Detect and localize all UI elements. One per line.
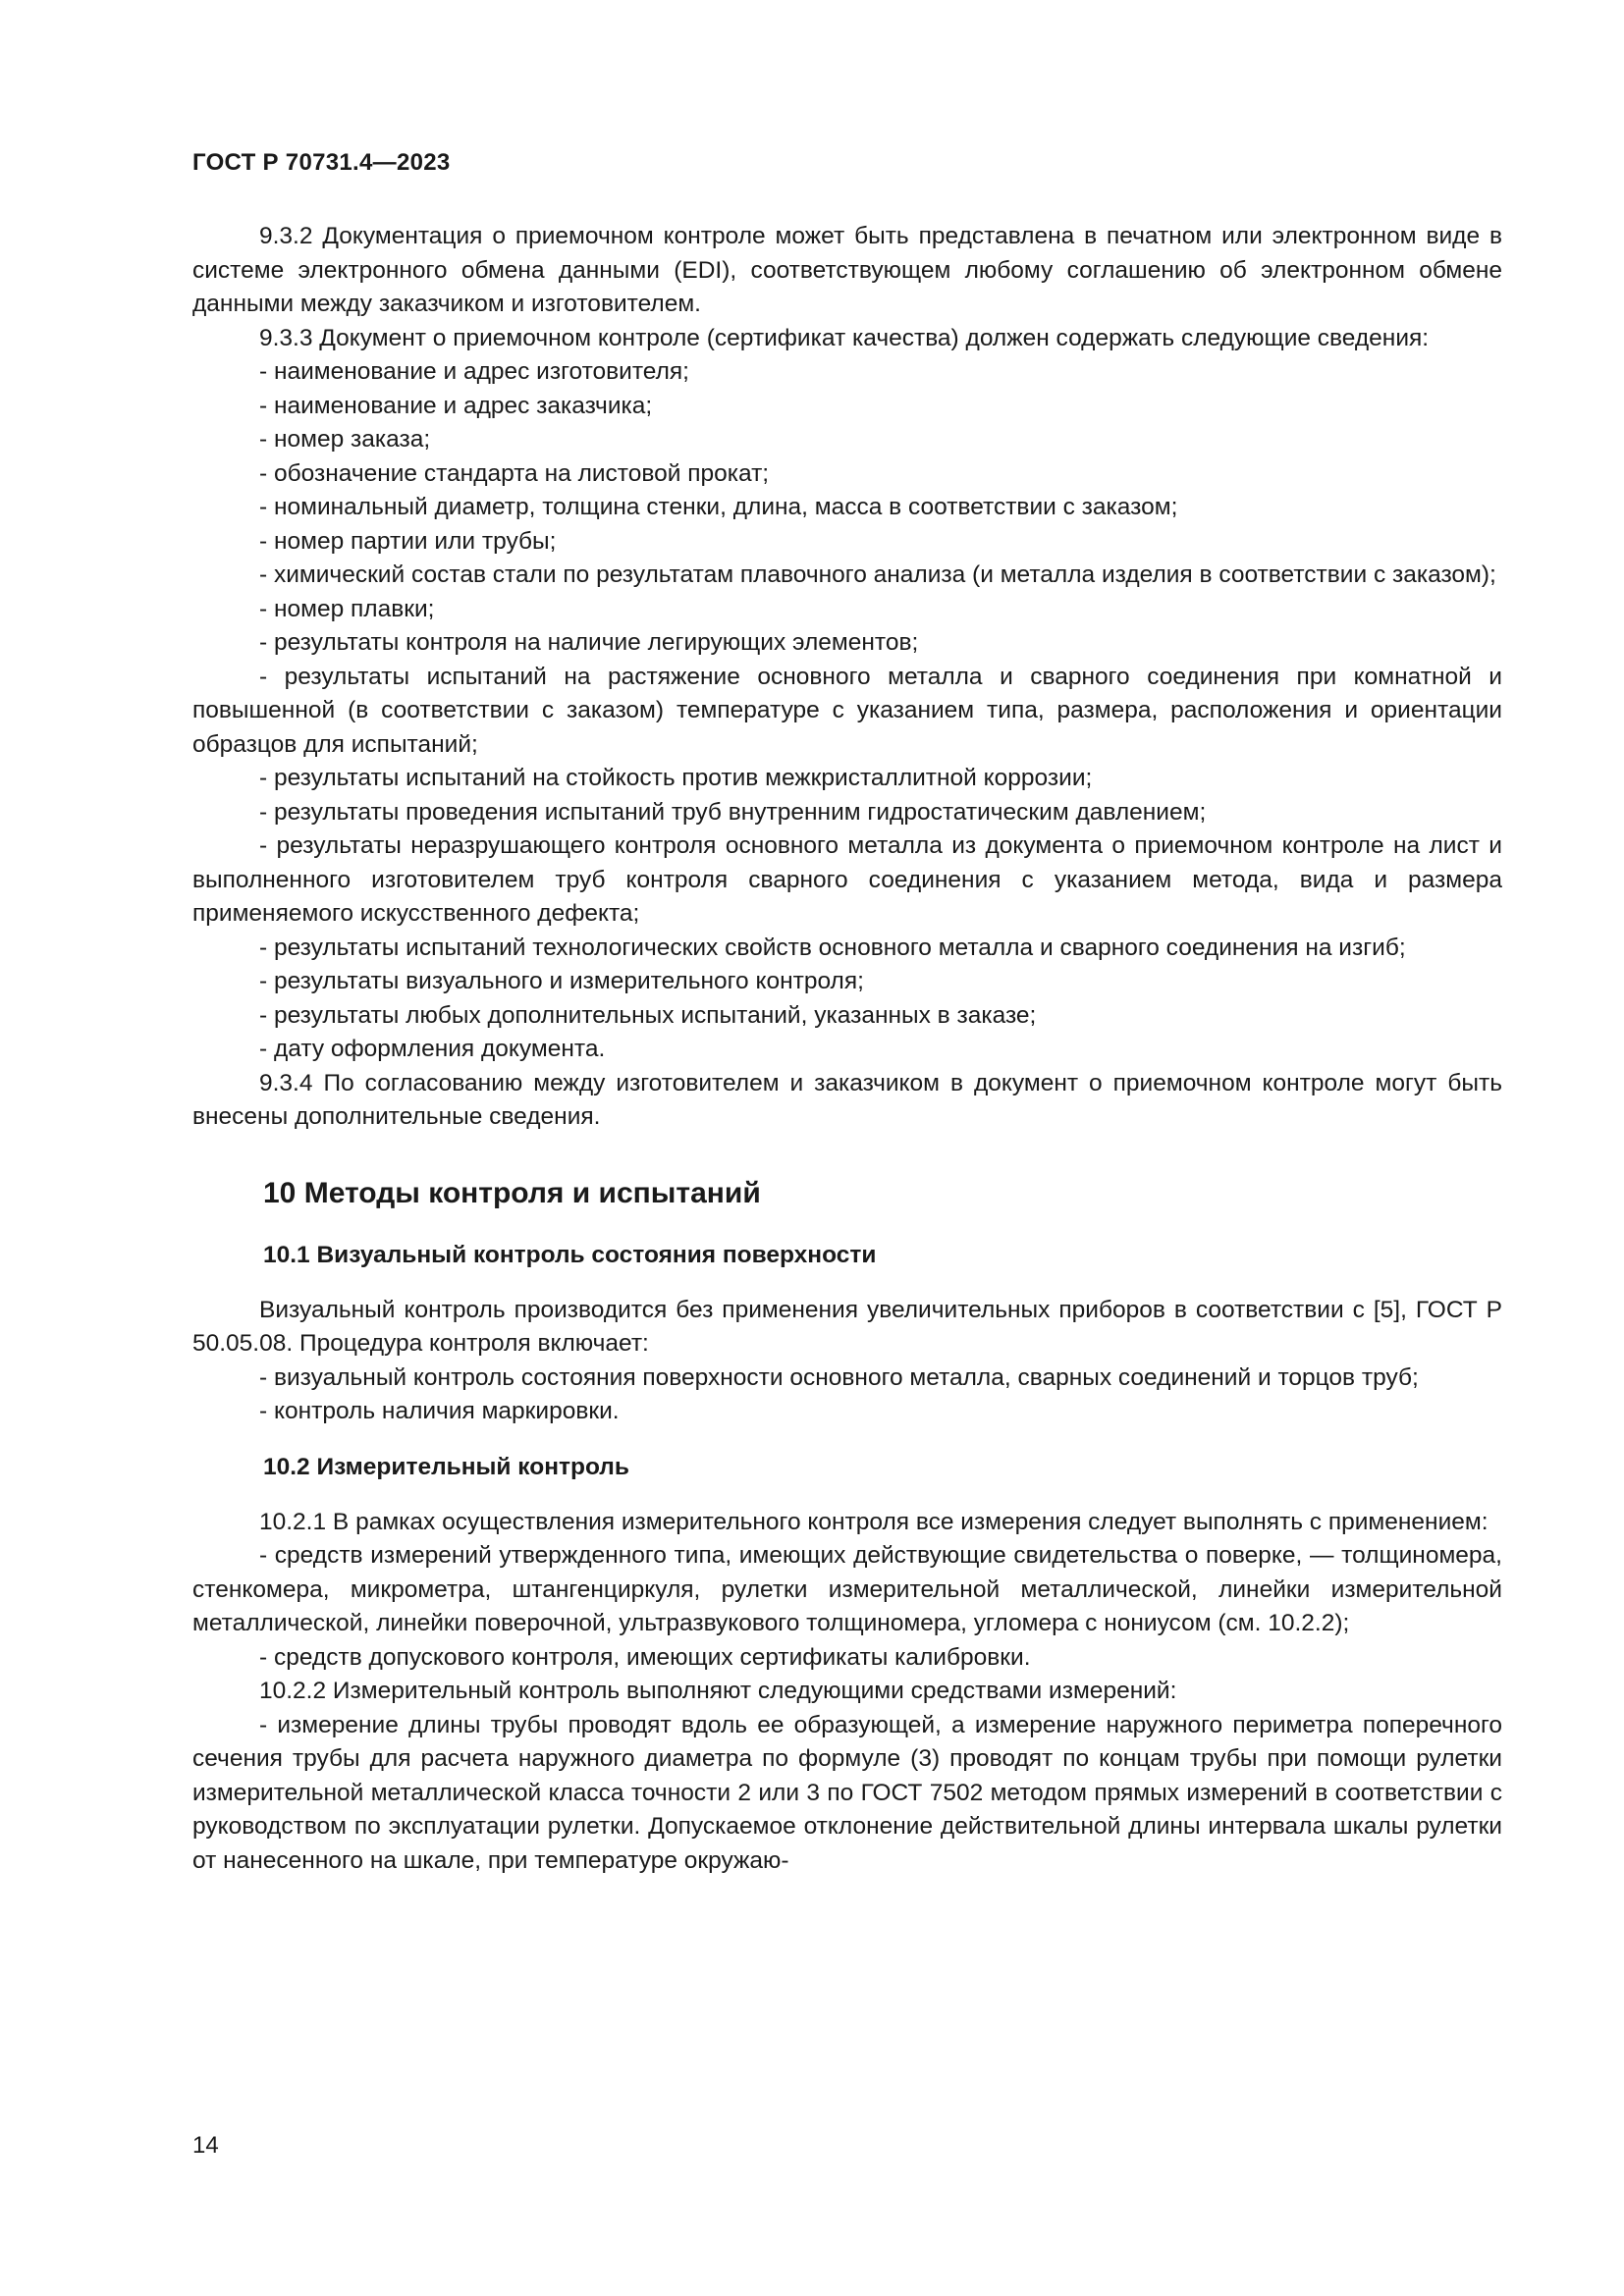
document-header: ГОСТ Р 70731.4—2023 <box>192 149 451 176</box>
list-item: - химический состав стали по результатам плавочного анализа (и металла изделия в соответствии с заказом); <box>259 561 1496 588</box>
paragraph-10-2-1: 10.2.1 В рамках осуществления измерительного контроля все измерения следует выполнять с применением: <box>259 1508 1489 1535</box>
list-item: - наименование и адрес изготовителя; <box>259 358 689 385</box>
list-item: - результаты визуального и измерительного контроля; <box>259 968 864 994</box>
list-item: - результаты проведения испытаний труб внутренним гидростатическим давлением; <box>259 798 1207 826</box>
list-item: - номер плавки; <box>259 595 435 622</box>
paragraph-9-3-3: 9.3.3 Документ о приемочном контроле (сертификат качества) должен содержать следующие сведения: <box>259 324 1430 351</box>
document-body <box>192 220 1502 1878</box>
list-item: - визуальный контроль состояния поверхности основного металла, сварных соединений и торцов труб; <box>259 1363 1419 1391</box>
subsection-10-1-heading: 10.1 Визуальный контроль состояния поверхности <box>263 1241 877 1268</box>
paragraph-9-3-2: 9.3.2 Документация о приемочном контроле может быть представлена в печатном или электронном виде в системе электронного обмена данными (EDI), соответствующем любому соглашению об электронном обмене данными между заказчиком и изготовителем. <box>192 223 1502 317</box>
paragraph-10-1: Визуальный контроль производится без применения увеличительных приборов в соответствии с [5], ГОСТ Р 50.05.08. Процедура контроля включает: <box>192 1296 1502 1357</box>
list-item: - результаты любых дополнительных испытаний, указанных в заказе; <box>259 1001 1037 1029</box>
list-item: - номинальный диаметр, толщина стенки, длина, масса в соответствии с заказом; <box>259 494 1178 520</box>
list-item: - результаты неразрушающего контроля основного металла из документа о приемочном контроле на лист и выполненного изготовителем труб контроля сварного соединения с указанием метода, вида и размера применяемого искусственного дефекта; <box>192 832 1502 927</box>
list-item: - контроль наличия маркировки. <box>259 1398 620 1424</box>
list-item: - обозначение стандарта на листовой прокат; <box>259 459 770 487</box>
list-item: - результаты испытаний технологических свойств основного металла и сварного соединения на изгиб; <box>259 934 1406 961</box>
page-number: 14 <box>192 2132 219 2159</box>
list-item: - результаты испытаний на стойкость против межкристаллитной коррозии; <box>259 765 1093 791</box>
list-item: - измерение длины трубы проводят вдоль ее образующей, а измерение наружного периметра поперечного сечения трубы для расчета наружного диаметра по формуле (3) проводят по концам трубы при помощи рулетки измерительной металлической класса точности 2 или 3 по ГОСТ 7502 методом прямых измерений в соответствии с руководством по эксплуатации рулетки. Допускаемое отклонение действительной длины интервала шкалы рулетки от нанесенного на шкале, при температуре окружаю- <box>192 1711 1502 1874</box>
list-item: - результаты контроля на наличие легирующих элементов; <box>259 629 919 656</box>
list-item: - номер партии или трубы; <box>259 527 557 555</box>
list-item: - дату оформления документа. <box>259 1036 606 1062</box>
paragraph-10-2-2: 10.2.2 Измерительный контроль выполняют следующими средствами измерений: <box>259 1678 1177 1704</box>
list-item: - наименование и адрес заказчика; <box>259 392 653 419</box>
list-item: - средств измерений утвержденного типа, имеющих действующие свидетельства о поверке, — толщиномера, стенкомера, микрометра, штангенциркуля, рулетки измерительной металлической, линейки измерительной металлической, линейки поверочной, ультразвукового толщиномера, угломера с нониусом (см. 10.2.2); <box>192 1542 1502 1636</box>
paragraph-9-3-4: 9.3.4 По согласованию между изготовителем и заказчиком в документ о приемочном контроле могут быть внесены дополнительные сведения. <box>192 1069 1502 1130</box>
list-9-3-3 <box>192 355 1502 1067</box>
list-item: - номер заказа; <box>259 426 431 453</box>
section-10-heading: 10 Методы контроля и испытаний <box>263 1176 761 1209</box>
subsection-10-2-heading: 10.2 Измерительный контроль <box>263 1453 629 1480</box>
list-item: - результаты испытаний на растяжение основного металла и сварного соединения при комнатной и повышенной (в соответствии с заказом) температуре с указанием типа, размера, расположения и ориентации образцов для испытаний; <box>192 663 1502 758</box>
list-item: - средств допускового контроля, имеющих сертификаты калибровки. <box>259 1643 1031 1671</box>
